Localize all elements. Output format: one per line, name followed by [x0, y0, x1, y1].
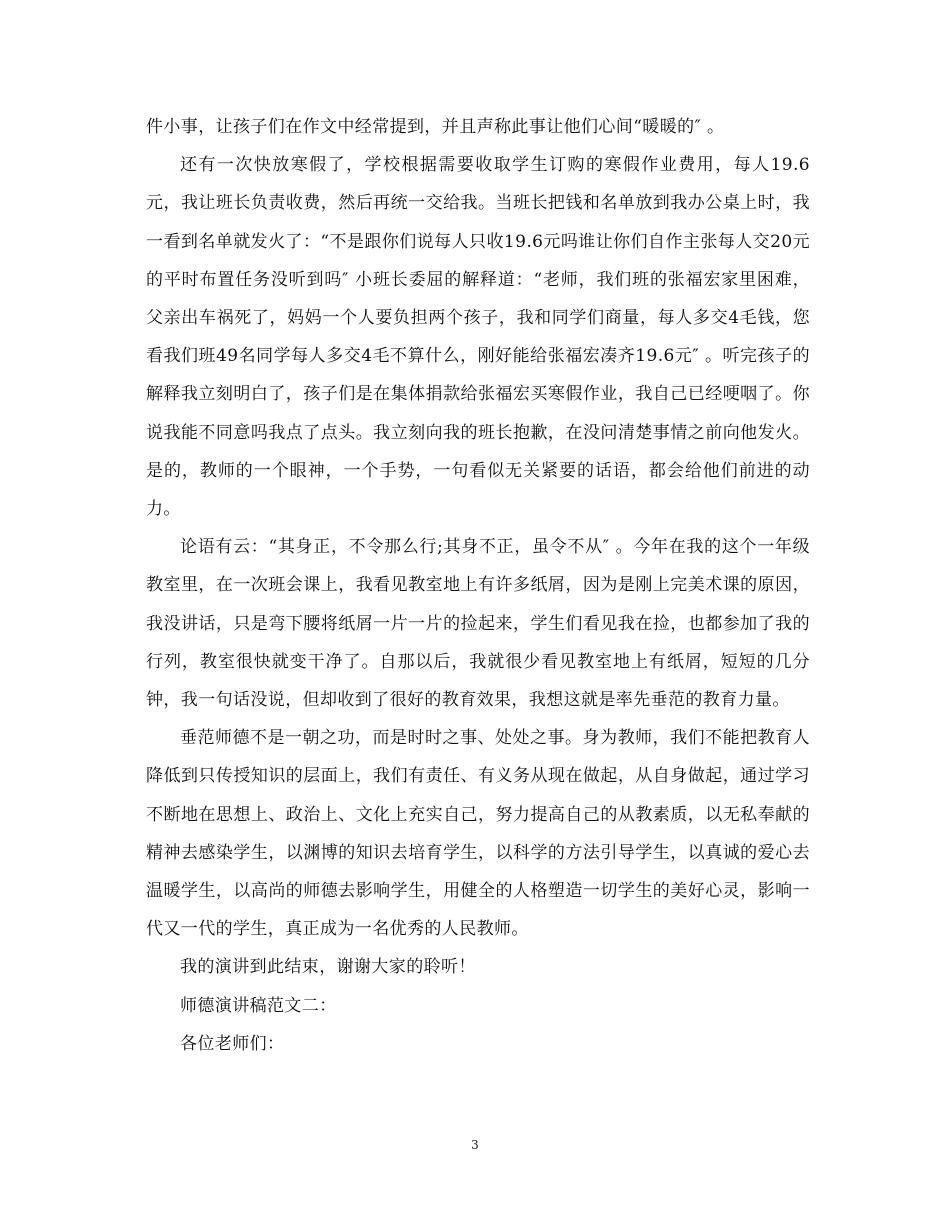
paragraph-analects-quote: 论语有云：“其身正，不令那么行;其身不正，虽令不从″ 。今年在我的这个一年级教室里，在一次班会课上，我看见教室地上有许多纸屑，因为是刚上完美术课的原因，我没讲话，只是弯下腰将纸屑一片一片的捡起来，学生们看见我在捡，也都参加了我的行列，教室很快就变干净了。自那以后，我就很少看见教室地上有纸屑，短短的几分钟，我一句话没说，但却收到了很好的教育效果，我想这就是率先垂范的教育力量。: [146, 537, 810, 711]
paragraph-continuation: 件小事，让孩子们在作文中经常提到，并且声称此事让他们心间“暖暖的″ 。: [146, 117, 725, 137]
body-text: [146, 108, 810, 1063]
heading-sample-two: 师德演讲稿范文二：: [180, 995, 337, 1016]
paragraph-salutation: 各位老师们：: [180, 1033, 285, 1054]
paragraph-closing: 我的演讲到此结束，谢谢大家的聆听！: [180, 957, 476, 978]
paragraph-winter-homework: 还有一次快放寒假了，学校根据需要收取学生订购的寒假作业费用，每人19.6元，我让班长负责收费，然后再统一交给我。当班长把钱和名单放到我办公桌上时，我一看到名单就发火了：“不是跟你们说每人只收19.6元吗谁让你们自作主张每人交20元的平时布置任务没听到吗″ 小班长委屈的解释道：“老师，我们班的张福宏家里困难，父亲出车祸死了，妈妈一个人要负担两个孩子，我和同学们商量，每人多交4毛钱，您看我们班49名同学每人多交4毛不算什么，刚好能给张福宏凑齐19.6元″ 。听完孩子的解释我立刻明白了，孩子们是在集体捐款给张福宏买寒假作业，我自己已经哽咽了。你说我能不同意吗我点了点头。我立刻向我的班长抱歉，在没问清楚事情之前向他发火。是的，教师的一个眼神，一个手势，一句看似无关紧要的话语，都会给他们前进的动力。: [146, 155, 810, 520]
paragraph-teacher-ethics: 垂范师德不是一朝之功，而是时时之事、处处之事。身为教师，我们不能把教育人降低到只传授知识的层面上，我们有责任、有义务从现在做起，从自身做起，通过学习不断地在思想上、政治上、文化上充实自己，努力提高自己的从教素质，以无私奉献的精神去感染学生，以渊博的知识去培育学生，以科学的方法引导学生，以真诚的爱心去温暖学生，以高尚的师德去影响学生，用健全的人格塑造一切学生的美好心灵，影响一代又一代的学生，真正成为一名优秀的人民教师。: [146, 728, 810, 940]
page-number: 3: [471, 1138, 479, 1152]
